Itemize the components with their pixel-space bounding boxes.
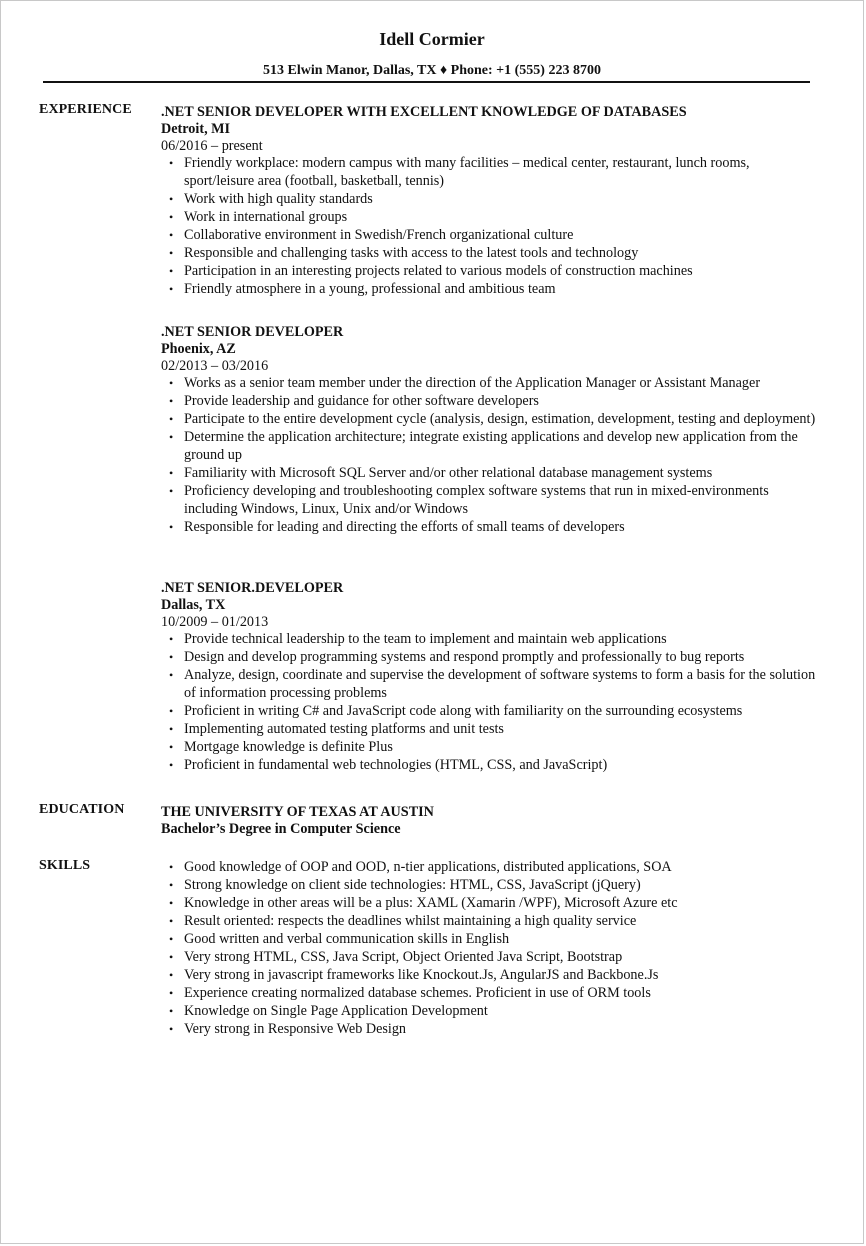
- list-item: • Implementing automated testing platforms and unit tests: [161, 720, 821, 738]
- contact-line: 513 Elwin Manor, Dallas, TX ♦ Phone: +1 (555) 223 8700: [263, 63, 601, 78]
- list-item: • Knowledge on Single Page Application Development: [161, 1002, 821, 1020]
- job-title: .NET SENIOR DEVELOPER: [161, 324, 344, 340]
- list-item: • Experience creating normalized database schemes. Proficient in use of ORM tools: [161, 984, 821, 1002]
- list-item: • Work with high quality standards: [161, 190, 821, 208]
- list-item: • Very strong in Responsive Web Design: [161, 1020, 821, 1038]
- degree: Bachelor’s Degree in Computer Science: [161, 821, 401, 837]
- list-item: • Analyze, design, coordinate and supervise the development of software systems to form a basis for the solution of information processing problems: [161, 666, 821, 702]
- skills-entry: [161, 858, 821, 1038]
- list-item: • Good written and verbal communication skills in English: [161, 930, 821, 948]
- job-bullet-list: [161, 630, 821, 774]
- job-bullet-list: [161, 374, 821, 536]
- job-location: Phoenix, AZ: [161, 341, 236, 357]
- education-entry: [161, 803, 821, 838]
- education-section-label: EDUCATION: [39, 802, 125, 817]
- job-bullet-list: [161, 154, 821, 298]
- list-item: • Determine the application architecture; integrate existing applications and develop new application from the ground up: [161, 428, 821, 464]
- list-item: • Very strong HTML, CSS, Java Script, Object Oriented Java Script, Bootstrap: [161, 948, 821, 966]
- experience-entry: [161, 103, 821, 298]
- list-item: • Work in international groups: [161, 208, 821, 226]
- candidate-name: Idell Cormier: [379, 29, 485, 49]
- list-item: • Friendly atmosphere in a young, professional and ambitious team: [161, 280, 821, 298]
- list-item: • Proficiency developing and troubleshooting complex software systems that run in mixed-environments including Windows, Linux, Unix and/or Windows: [161, 482, 821, 518]
- list-item: • Knowledge in other areas will be a plus: XAML (Xamarin /WPF), Microsoft Azure etc: [161, 894, 821, 912]
- list-item: • Provide technical leadership to the team to implement and maintain web applications: [161, 630, 821, 648]
- list-item: • Friendly workplace: modern campus with many facilities – medical center, restaurant, lunch rooms, sport/leisure area (football, basketball, tennis): [161, 154, 821, 190]
- experience-section-label: EXPERIENCE: [39, 102, 132, 117]
- experience-entry: [161, 579, 821, 774]
- job-dates: 02/2013 – 03/2016: [161, 358, 269, 374]
- list-item: • Familiarity with Microsoft SQL Server and/or other relational database management systems: [161, 464, 821, 482]
- skills-list: [161, 858, 821, 1038]
- job-location: Dallas, TX: [161, 597, 226, 613]
- header-divider: [43, 81, 810, 83]
- list-item: • Result oriented: respects the deadlines whilst maintaining a high quality service: [161, 912, 821, 930]
- list-item: • Participate to the entire development cycle (analysis, design, estimation, development, testing and deployment): [161, 410, 821, 428]
- list-item: • Mortgage knowledge is definite Plus: [161, 738, 821, 756]
- list-item: • Works as a senior team member under the direction of the Application Manager or Assistant Manager: [161, 374, 821, 392]
- list-item: • Very strong in javascript frameworks like Knockout.Js, AngularJS and Backbone.Js: [161, 966, 821, 984]
- job-dates: 10/2009 – 01/2013: [161, 614, 269, 630]
- list-item: • Collaborative environment in Swedish/French organizational culture: [161, 226, 821, 244]
- job-location: Detroit, MI: [161, 121, 231, 137]
- job-dates: 06/2016 – present: [161, 138, 263, 154]
- school-name: THE UNIVERSITY OF TEXAS AT AUSTIN: [161, 804, 434, 820]
- job-title: .NET SENIOR DEVELOPER WITH EXCELLENT KNOWLEDGE OF DATABASES: [161, 104, 687, 120]
- job-title: .NET SENIOR.DEVELOPER: [161, 580, 344, 596]
- list-item: • Proficient in writing C# and JavaScript code along with familiarity on the surrounding ecosystems: [161, 702, 821, 720]
- list-item: • Proficient in fundamental web technologies (HTML, CSS, and JavaScript): [161, 756, 821, 774]
- list-item: • Provide leadership and guidance for other software developers: [161, 392, 821, 410]
- skills-section-label: SKILLS: [39, 858, 91, 873]
- list-item: • Participation in an interesting projects related to various models of construction machines: [161, 262, 821, 280]
- list-item: • Good knowledge of OOP and OOD, n-tier applications, distributed applications, SOA: [161, 858, 821, 876]
- list-item: • Responsible for leading and directing the efforts of small teams of developers: [161, 518, 821, 536]
- list-item: • Design and develop programming systems and respond promptly and professionally to bug reports: [161, 648, 821, 666]
- experience-entry: [161, 323, 821, 536]
- list-item: • Responsible and challenging tasks with access to the latest tools and technology: [161, 244, 821, 262]
- list-item: • Strong knowledge on client side technologies: HTML, CSS, JavaScript (jQuery): [161, 876, 821, 894]
